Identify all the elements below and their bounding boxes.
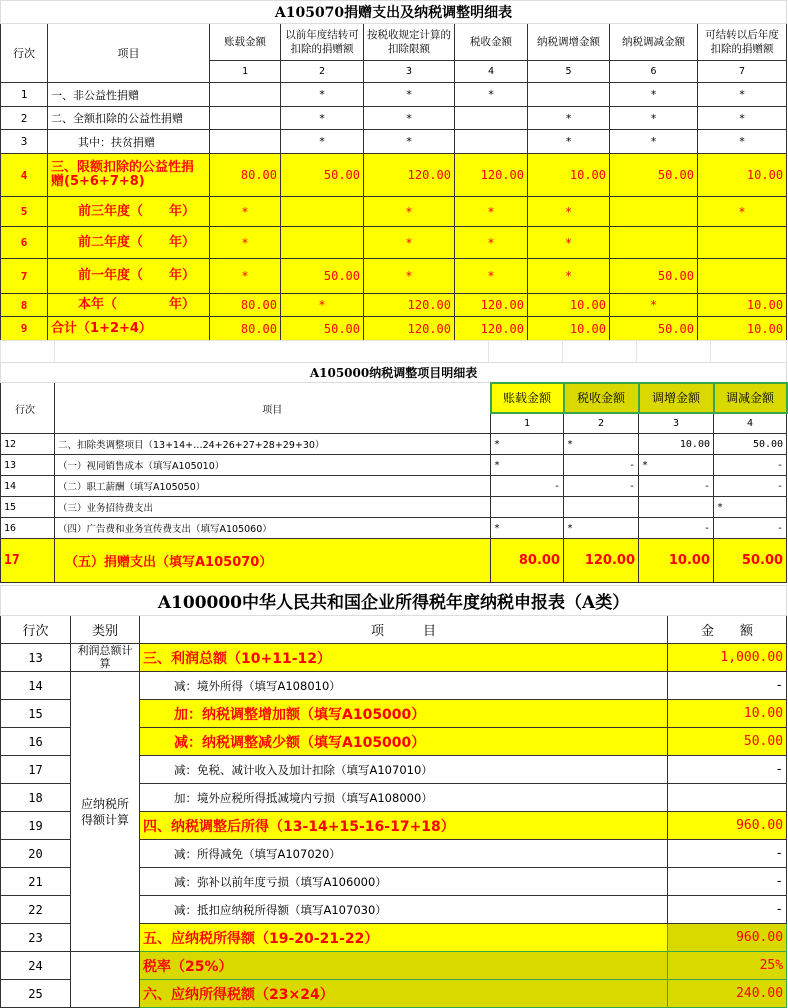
value-cell[interactable]: 10.00 bbox=[698, 154, 787, 197]
value-cell[interactable]: 120.00 bbox=[364, 294, 455, 317]
table-a100000 bbox=[0, 585, 787, 1008]
value-cell[interactable]: 50.00 bbox=[714, 539, 787, 583]
table-row bbox=[1, 83, 787, 107]
value-cell[interactable]: 120.00 bbox=[364, 317, 455, 341]
row-number[interactable]: 16 bbox=[1, 728, 71, 756]
value-cell[interactable]: * bbox=[455, 227, 528, 259]
value-cell[interactable]: * bbox=[528, 197, 610, 227]
value-cell[interactable]: 50.00 bbox=[281, 317, 364, 341]
amount-cell[interactable]: - bbox=[668, 756, 787, 784]
row-item[interactable]: 三、限额扣除的公益性捐赠(5+6+7+8) bbox=[48, 154, 210, 197]
value-cell[interactable]: * bbox=[455, 259, 528, 294]
row-number[interactable]: 14 bbox=[1, 672, 71, 700]
column-number: 7 bbox=[698, 61, 787, 83]
table-title: A105070捐赠支出及纳税调整明细表 bbox=[1, 1, 787, 24]
header-row bbox=[1, 383, 787, 413]
column-number: 6 bbox=[610, 61, 698, 83]
value-cell[interactable] bbox=[491, 497, 564, 518]
category-taxable-income: 应纳税所得额计算 bbox=[71, 672, 140, 952]
row-item[interactable]: 前一年度（ 年） bbox=[48, 259, 210, 294]
value-cell[interactable]: 80.00 bbox=[210, 317, 281, 341]
value-cell[interactable]: * bbox=[528, 130, 610, 154]
row-item[interactable]: 税率（25%） bbox=[140, 952, 668, 980]
row-number[interactable]: 4 bbox=[1, 154, 48, 197]
value-cell[interactable]: - bbox=[714, 476, 787, 497]
row-item[interactable]: 一、非公益性捐赠 bbox=[48, 83, 210, 107]
column-header: 以前年度结转可扣除的捐赠额 bbox=[281, 24, 364, 61]
category-profit: 利润总额计算 bbox=[71, 644, 140, 672]
amount-cell[interactable]: 25% bbox=[668, 952, 787, 980]
row-number[interactable]: 1 bbox=[1, 83, 48, 107]
header-row-no: 行次 bbox=[1, 24, 48, 83]
row-item[interactable]: 前三年度（ 年） bbox=[48, 197, 210, 227]
value-cell[interactable]: 10.00 bbox=[639, 434, 714, 455]
row-number[interactable]: 17 bbox=[1, 539, 55, 583]
row-item[interactable]: （一）视同销售成本（填写A105010） bbox=[55, 455, 491, 476]
value-cell[interactable] bbox=[210, 130, 281, 154]
value-cell[interactable]: - bbox=[639, 518, 714, 539]
value-cell[interactable] bbox=[610, 197, 698, 227]
value-cell[interactable]: 50.00 bbox=[610, 317, 698, 341]
row-item[interactable]: 前二年度（ 年） bbox=[48, 227, 210, 259]
row-number[interactable]: 8 bbox=[1, 294, 48, 317]
header-row bbox=[1, 616, 787, 644]
table-row bbox=[1, 154, 787, 197]
table-a105070 bbox=[0, 0, 787, 341]
row-item[interactable]: 减：境外所得（填写A108010） bbox=[140, 672, 668, 700]
value-cell[interactable] bbox=[698, 227, 787, 259]
row-number[interactable]: 15 bbox=[1, 497, 55, 518]
row-number[interactable]: 22 bbox=[1, 896, 71, 924]
value-cell[interactable]: * bbox=[528, 227, 610, 259]
sheet-a100000 bbox=[0, 585, 788, 1008]
value-cell[interactable]: * bbox=[491, 434, 564, 455]
column-number: 5 bbox=[528, 61, 610, 83]
column-header: 税收金额 bbox=[564, 383, 639, 413]
value-cell[interactable]: 80.00 bbox=[491, 539, 564, 583]
table-row bbox=[1, 476, 787, 497]
row-item[interactable]: 二、全额扣除的公益性捐赠 bbox=[48, 107, 210, 130]
value-cell[interactable]: * bbox=[210, 227, 281, 259]
value-cell[interactable]: * bbox=[281, 83, 364, 107]
value-cell[interactable]: 10.00 bbox=[528, 317, 610, 341]
value-cell[interactable]: 50.00 bbox=[610, 154, 698, 197]
value-cell[interactable]: - bbox=[564, 476, 639, 497]
value-cell[interactable]: 80.00 bbox=[210, 154, 281, 197]
amount-cell[interactable]: - bbox=[668, 896, 787, 924]
column-header: 调增金额 bbox=[639, 383, 714, 413]
column-number: 4 bbox=[455, 61, 528, 83]
column-number: 1 bbox=[210, 61, 281, 83]
value-cell[interactable] bbox=[639, 497, 714, 518]
row-number[interactable]: 19 bbox=[1, 812, 71, 840]
value-cell[interactable]: * bbox=[281, 294, 364, 317]
value-cell[interactable]: * bbox=[491, 455, 564, 476]
row-number[interactable]: 7 bbox=[1, 259, 48, 294]
header-category: 类别 bbox=[71, 616, 140, 644]
table-row bbox=[1, 672, 787, 700]
value-cell[interactable]: * bbox=[564, 518, 639, 539]
value-cell[interactable]: 10.00 bbox=[698, 294, 787, 317]
sheet-a105070 bbox=[0, 0, 788, 341]
column-number: 3 bbox=[639, 413, 714, 434]
row-number[interactable]: 23 bbox=[1, 924, 71, 952]
row-number[interactable]: 25 bbox=[1, 980, 71, 1008]
value-cell[interactable] bbox=[698, 259, 787, 294]
table-title: A105000纳税调整项目明细表 bbox=[1, 363, 787, 383]
table-row bbox=[1, 107, 787, 130]
row-item[interactable]: 四、纳税调整后所得（13-14+15-16-17+18） bbox=[140, 812, 668, 840]
amount-cell[interactable]: - bbox=[668, 840, 787, 868]
row-number[interactable]: 2 bbox=[1, 107, 48, 130]
row-item[interactable]: 加：纳税调整增加额（填写A105000） bbox=[140, 700, 668, 728]
row-item[interactable]: 其中：扶贫捐赠 bbox=[48, 130, 210, 154]
table-row bbox=[1, 197, 787, 227]
column-header: 账载金额 bbox=[210, 24, 281, 61]
row-item[interactable]: 合计（1+2+4） bbox=[48, 317, 210, 341]
amount-cell[interactable]: 1,000.00 bbox=[668, 644, 787, 672]
table-row bbox=[1, 259, 787, 294]
table-row bbox=[1, 518, 787, 539]
value-cell[interactable]: * bbox=[364, 130, 455, 154]
header-amount: 金 额 bbox=[668, 616, 787, 644]
row-item[interactable]: 减：所得减免（填写A107020） bbox=[140, 840, 668, 868]
category-blank bbox=[71, 952, 140, 1008]
row-number[interactable]: 13 bbox=[1, 455, 55, 476]
column-header: 按税收规定计算的扣除限额 bbox=[364, 24, 455, 61]
value-cell[interactable]: * bbox=[364, 259, 455, 294]
value-cell[interactable]: * bbox=[698, 130, 787, 154]
value-cell[interactable]: 120.00 bbox=[564, 539, 639, 583]
row-item[interactable]: 加：境外应税所得抵减境内亏损（填写A108000） bbox=[140, 784, 668, 812]
amount-cell[interactable]: 960.00 bbox=[668, 924, 787, 952]
value-cell[interactable]: * bbox=[698, 83, 787, 107]
value-cell[interactable]: * bbox=[364, 197, 455, 227]
row-number[interactable]: 20 bbox=[1, 840, 71, 868]
value-cell[interactable]: 120.00 bbox=[364, 154, 455, 197]
value-cell[interactable] bbox=[210, 107, 281, 130]
value-cell[interactable]: * bbox=[698, 107, 787, 130]
row-number[interactable]: 24 bbox=[1, 952, 71, 980]
header-item: 项目 bbox=[55, 383, 491, 434]
row-number[interactable]: 9 bbox=[1, 317, 48, 341]
row-item[interactable]: 三、利润总额（10+11-12） bbox=[140, 644, 668, 672]
row-number[interactable]: 15 bbox=[1, 700, 71, 728]
value-cell[interactable] bbox=[281, 227, 364, 259]
row-item[interactable]: 本年（ 年） bbox=[48, 294, 210, 317]
value-cell[interactable]: 80.00 bbox=[210, 294, 281, 317]
value-cell[interactable]: * bbox=[281, 107, 364, 130]
value-cell[interactable]: * bbox=[364, 83, 455, 107]
value-cell[interactable]: * bbox=[210, 259, 281, 294]
column-number: 1 bbox=[491, 413, 564, 434]
amount-cell[interactable] bbox=[668, 784, 787, 812]
value-cell[interactable] bbox=[455, 107, 528, 130]
table-row bbox=[1, 294, 787, 317]
value-cell[interactable]: * bbox=[455, 197, 528, 227]
row-item[interactable]: （三）业务招待费支出 bbox=[55, 497, 491, 518]
blank-row bbox=[0, 340, 788, 363]
value-cell[interactable] bbox=[281, 197, 364, 227]
value-cell[interactable]: - bbox=[639, 476, 714, 497]
value-cell[interactable]: 120.00 bbox=[455, 294, 528, 317]
header-row-no: 行次 bbox=[1, 383, 55, 434]
value-cell[interactable]: 50.00 bbox=[281, 259, 364, 294]
row-item[interactable]: （二）职工薪酬（填写A105050） bbox=[55, 476, 491, 497]
value-cell[interactable] bbox=[610, 227, 698, 259]
value-cell[interactable]: 50.00 bbox=[281, 154, 364, 197]
amount-cell[interactable]: 50.00 bbox=[668, 728, 787, 756]
amount-cell[interactable]: - bbox=[668, 672, 787, 700]
value-cell[interactable] bbox=[564, 497, 639, 518]
value-cell[interactable]: * bbox=[610, 107, 698, 130]
column-header: 纳税调减金额 bbox=[610, 24, 698, 61]
row-item[interactable]: 减：免税、减计收入及加计扣除（填写A107010） bbox=[140, 756, 668, 784]
column-header: 账载金额 bbox=[491, 383, 564, 413]
value-cell[interactable]: 10.00 bbox=[528, 154, 610, 197]
table-a105000 bbox=[0, 362, 788, 583]
value-cell[interactable]: * bbox=[455, 83, 528, 107]
value-cell[interactable]: * bbox=[491, 518, 564, 539]
row-item[interactable]: 减：抵扣应纳税所得额（填写A107030） bbox=[140, 896, 668, 924]
column-number: 3 bbox=[364, 61, 455, 83]
column-number: 4 bbox=[714, 413, 787, 434]
row-item[interactable]: 减：纳税调整减少额（填写A105000） bbox=[140, 728, 668, 756]
column-header: 调减金额 bbox=[714, 383, 787, 413]
row-number[interactable]: 6 bbox=[1, 227, 48, 259]
row-number[interactable]: 18 bbox=[1, 784, 71, 812]
column-header: 纳税调增金额 bbox=[528, 24, 610, 61]
table-row bbox=[1, 317, 787, 341]
header-row-no: 行次 bbox=[1, 616, 71, 644]
value-cell[interactable]: * bbox=[528, 107, 610, 130]
row-number[interactable]: 5 bbox=[1, 197, 48, 227]
value-cell[interactable]: * bbox=[564, 434, 639, 455]
column-header: 税收金额 bbox=[455, 24, 528, 61]
row-item[interactable]: （四）广告费和业务宣传费支出（填写A105060） bbox=[55, 518, 491, 539]
value-cell[interactable]: 120.00 bbox=[455, 154, 528, 197]
value-cell[interactable] bbox=[455, 130, 528, 154]
value-cell[interactable]: * bbox=[364, 227, 455, 259]
value-cell[interactable]: 10.00 bbox=[639, 539, 714, 583]
table-title: A100000中华人民共和国企业所得税年度纳税申报表（A类） bbox=[1, 586, 787, 616]
row-number[interactable]: 13 bbox=[1, 644, 71, 672]
value-cell[interactable]: - bbox=[714, 518, 787, 539]
value-cell[interactable]: * bbox=[639, 455, 714, 476]
value-cell[interactable]: * bbox=[210, 197, 281, 227]
value-cell[interactable]: * bbox=[610, 83, 698, 107]
amount-cell[interactable]: - bbox=[668, 868, 787, 896]
table-row bbox=[1, 227, 787, 259]
value-cell[interactable]: - bbox=[491, 476, 564, 497]
column-number: 2 bbox=[281, 61, 364, 83]
table-row bbox=[1, 434, 787, 455]
value-cell[interactable]: * bbox=[364, 107, 455, 130]
value-cell[interactable]: 120.00 bbox=[455, 317, 528, 341]
value-cell[interactable] bbox=[210, 83, 281, 107]
value-cell[interactable]: 10.00 bbox=[528, 294, 610, 317]
table-row bbox=[1, 455, 787, 476]
column-header: 可结转以后年度扣除的捐赠额 bbox=[698, 24, 787, 61]
row-number[interactable]: 17 bbox=[1, 756, 71, 784]
row-item[interactable]: 二、扣除类调整项目（13+14+…24+26+27+28+29+30） bbox=[55, 434, 491, 455]
row-number[interactable]: 3 bbox=[1, 130, 48, 154]
row-item[interactable]: 五、应纳税所得额（19-20-21-22） bbox=[140, 924, 668, 952]
value-cell[interactable] bbox=[528, 83, 610, 107]
table-row bbox=[1, 952, 787, 980]
row-number[interactable]: 14 bbox=[1, 476, 55, 497]
column-number: 2 bbox=[564, 413, 639, 434]
value-cell[interactable]: * bbox=[281, 130, 364, 154]
header-item: 项目 bbox=[48, 24, 210, 83]
table-row bbox=[1, 539, 787, 583]
value-cell[interactable]: * bbox=[698, 197, 787, 227]
value-cell[interactable]: 50.00 bbox=[610, 259, 698, 294]
header-item: 项 目 bbox=[140, 616, 668, 644]
row-item[interactable]: 六、应纳所得税额（23×24） bbox=[140, 980, 668, 1008]
amount-cell[interactable]: 960.00 bbox=[668, 812, 787, 840]
row-number[interactable]: 21 bbox=[1, 868, 71, 896]
row-number[interactable]: 12 bbox=[1, 434, 55, 455]
table-row bbox=[1, 130, 787, 154]
amount-cell[interactable]: 240.00 bbox=[668, 980, 787, 1008]
value-cell[interactable]: 50.00 bbox=[714, 434, 787, 455]
sheet-a105000 bbox=[0, 362, 788, 583]
row-item[interactable]: 减：弥补以前年度亏损（填写A106000） bbox=[140, 868, 668, 896]
value-cell[interactable]: * bbox=[610, 130, 698, 154]
table-row bbox=[1, 497, 787, 518]
value-cell[interactable]: 10.00 bbox=[698, 317, 787, 341]
amount-cell[interactable]: 10.00 bbox=[668, 700, 787, 728]
value-cell[interactable]: * bbox=[714, 497, 787, 518]
value-cell[interactable]: * bbox=[528, 259, 610, 294]
value-cell[interactable]: - bbox=[714, 455, 787, 476]
header-row bbox=[1, 24, 787, 61]
value-cell[interactable]: - bbox=[564, 455, 639, 476]
row-number[interactable]: 16 bbox=[1, 518, 55, 539]
value-cell[interactable]: * bbox=[610, 294, 698, 317]
table-row bbox=[1, 644, 787, 672]
row-item[interactable]: （五）捐赠支出（填写A105070） bbox=[55, 539, 491, 583]
